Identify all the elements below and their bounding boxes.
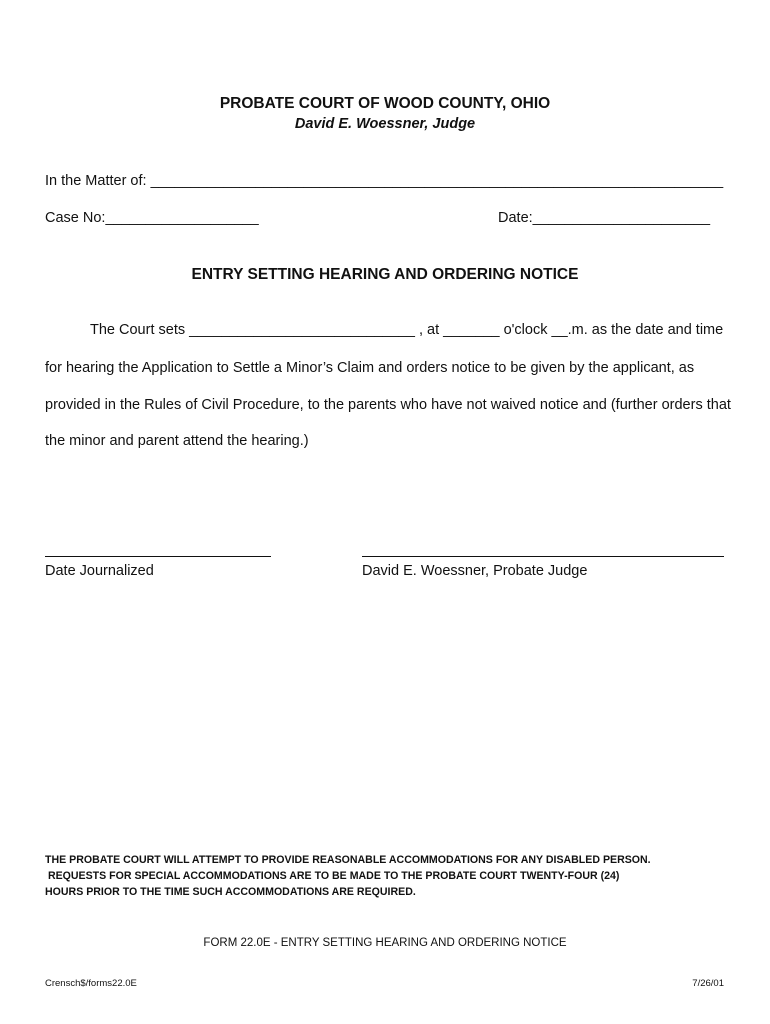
footer-date: 7/26/01 bbox=[692, 978, 724, 989]
notice-line-2: REQUESTS FOR SPECIAL ACCOMMODATIONS ARE TO BE MADE TO THE PROBATE COURT TWENTY-FOUR (24) bbox=[45, 870, 620, 882]
case-number-field: Case No:___________________ bbox=[45, 210, 259, 226]
footer-file-path: Crensch$/forms22.0E bbox=[45, 978, 137, 989]
date-journalized-label: Date Journalized bbox=[45, 563, 154, 579]
judge-signature-line bbox=[362, 556, 724, 557]
matter-field: In the Matter of: _______________________________________________________________________ bbox=[45, 173, 724, 189]
date-field: Date:______________________ bbox=[498, 210, 711, 226]
judge-subtitle: David E. Woessner, Judge bbox=[294, 116, 476, 132]
judge-signature-label: David E. Woessner, Probate Judge bbox=[362, 563, 588, 579]
court-title: PROBATE COURT OF WOOD COUNTY, OHIO bbox=[219, 95, 551, 112]
notice-line-1: THE PROBATE COURT WILL ATTEMPT TO PROVIDE REASONABLE ACCOMMODATIONS FOR ANY DISABLED PERSON. bbox=[45, 854, 651, 866]
notice-line-3: HOURS PRIOR TO THE TIME SUCH ACCOMMODATIONS ARE REQUIRED. bbox=[45, 886, 416, 898]
paragraph-line-1: The Court sets ____________________________ , at _______ o'clock __.m. as the date and time bbox=[90, 322, 724, 338]
accommodation-notice bbox=[45, 852, 730, 900]
paragraph-line-2: for hearing the Application to Settle a Minor’s Claim and orders notice to be given by the applicant, as bbox=[45, 360, 695, 376]
form-label: FORM 22.0E - ENTRY SETTING HEARING AND ORDERING NOTICE bbox=[203, 937, 567, 949]
paragraph-line-3: provided in the Rules of Civil Procedure, to the parents who have not waived notice and (further orders that bbox=[45, 397, 731, 413]
paragraph-line-4: the minor and parent attend the hearing.) bbox=[45, 433, 309, 449]
entry-title: ENTRY SETTING HEARING AND ORDERING NOTICE bbox=[191, 266, 579, 283]
date-journalized-signature-line bbox=[45, 556, 271, 557]
